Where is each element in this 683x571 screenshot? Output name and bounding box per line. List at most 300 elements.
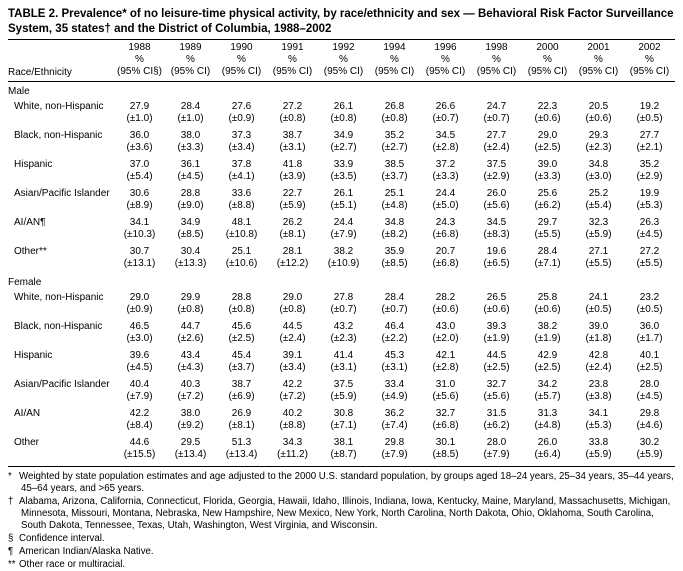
percent-value: 33.4 [384,379,405,391]
ci-value: (±7.1) [330,420,357,432]
ci-value: (±0.7) [483,113,510,125]
percent-value: 34.3 [282,437,303,449]
ci-value: (±15.5) [123,449,156,461]
percent-value: 36.0 [639,321,660,333]
data-cell [318,186,369,215]
ci-label: (95% CI) [425,66,466,78]
year-column-header [216,40,267,82]
percent-value: 38.7 [282,130,303,142]
data-cell [471,377,522,406]
ci-value: (±6.2) [534,200,561,212]
row-label: Hispanic [14,159,53,171]
percent-value: 28.4 [537,246,558,258]
percent-value: 45.3 [384,350,405,362]
percent-value: 37.2 [435,159,456,171]
ci-value: (±2.3) [330,333,357,345]
percent-value: 43.2 [333,321,354,333]
percent-value: 36.0 [129,130,150,142]
percent-value: 43.0 [435,321,456,333]
data-cell [420,290,471,319]
footnote-marker: † [8,496,14,508]
ci-value: (±3.8) [585,391,612,403]
ci-value: (±3.5) [330,171,357,183]
ci-value: (±2.2) [381,333,408,345]
percent-value: 39.0 [588,321,609,333]
percent-value: 33.8 [588,437,609,449]
data-cell [165,290,216,319]
ci-value: (±2.6) [177,333,204,345]
percent-value: 35.9 [384,246,405,258]
ci-value: (±0.9) [126,304,153,316]
ci-value: (±1.0) [126,113,153,125]
percent-label: % [594,54,603,66]
year-column-header [624,40,675,82]
table-row [8,99,675,128]
ci-value: (±6.8) [432,258,459,270]
ci-value: (±12.2) [276,258,309,270]
percent-value: 33.9 [333,159,354,171]
percent-value: 30.7 [129,246,150,258]
data-cell [267,319,318,348]
data-cell [369,244,420,273]
section-label: Male [8,86,30,98]
data-cell [216,215,267,244]
data-cell [216,377,267,406]
percent-value: 22.3 [537,101,558,113]
percent-value: 40.4 [129,379,150,391]
data-cell [420,128,471,157]
percent-value: 34.2 [537,379,558,391]
ci-value: (±10.8) [225,229,258,241]
data-cell [369,348,420,377]
data-cell [471,157,522,186]
percent-value: 28.8 [231,292,252,304]
data-cell [318,128,369,157]
data-cell [522,348,573,377]
percent-value: 32.7 [435,408,456,420]
data-cell [114,435,165,467]
footnote-marker: ** [8,559,16,571]
ci-value: (±4.3) [177,362,204,374]
data-cell [420,157,471,186]
table-row [8,186,675,215]
data-cell [573,435,624,467]
table-row [8,406,675,435]
year-label: 2002 [638,42,661,54]
data-cell [114,128,165,157]
year-label: 1988 [128,42,151,54]
percent-value: 26.6 [435,101,456,113]
percent-value: 23.2 [639,292,660,304]
data-cell [471,290,522,319]
percent-value: 39.1 [282,350,303,362]
data-cell [573,348,624,377]
ci-value: (±2.8) [432,142,459,154]
data-cell [471,348,522,377]
percent-value: 26.2 [282,217,303,229]
percent-value: 45.4 [231,350,252,362]
percent-value: 20.5 [588,101,609,113]
header-row [8,40,675,82]
data-cell [420,348,471,377]
data-cell [420,319,471,348]
percent-value: 29.0 [129,292,150,304]
data-cell [165,157,216,186]
percent-value: 46.4 [384,321,405,333]
data-cell [165,319,216,348]
ci-value: (±0.8) [177,304,204,316]
year-column-header [165,40,216,82]
data-cell [114,215,165,244]
percent-value: 19.9 [639,188,660,200]
data-cell [522,319,573,348]
ci-value: (±8.7) [330,449,357,461]
data-cell [573,186,624,215]
data-cell [165,215,216,244]
data-cell [420,244,471,273]
percent-value: 37.5 [486,159,507,171]
footnote-text: Confidence interval. [19,533,105,545]
ci-value: (±7.2) [279,391,306,403]
footnote-text: Other race or multiracial. [19,559,126,571]
percent-value: 32.3 [588,217,609,229]
ci-label: (95% CI) [323,66,364,78]
data-cell [624,290,675,319]
ci-value: (±10.3) [123,229,156,241]
percent-value: 31.5 [486,408,507,420]
ci-value: (±2.9) [483,171,510,183]
percent-value: 31.0 [435,379,456,391]
ci-value: (±2.7) [330,142,357,154]
percent-value: 29.0 [537,130,558,142]
data-cell [624,435,675,467]
data-cell [318,99,369,128]
ci-value: (±8.1) [279,229,306,241]
percent-value: 26.0 [537,437,558,449]
ci-label: (95% CI) [272,66,313,78]
ci-value: (±5.4) [126,171,153,183]
percent-value: 35.2 [384,130,405,142]
percent-value: 38.7 [231,379,252,391]
ci-value: (±13.3) [174,258,207,270]
ci-value: (±5.7) [534,391,561,403]
ci-value: (±7.9) [381,449,408,461]
prevalence-table [8,39,675,467]
percent-value: 29.3 [588,130,609,142]
data-cell [216,99,267,128]
ci-value: (±6.4) [534,449,561,461]
year-label: 2001 [587,42,610,54]
ci-value: (±3.7) [228,362,255,374]
data-cell [216,435,267,467]
percent-value: 34.1 [588,408,609,420]
data-cell [216,157,267,186]
percent-value: 26.0 [486,188,507,200]
data-cell [114,157,165,186]
data-cell [318,215,369,244]
ci-value: (±0.6) [585,113,612,125]
ci-label: (95% CI) [476,66,517,78]
ci-value: (±0.8) [381,113,408,125]
percent-value: 41.8 [282,159,303,171]
data-cell [114,244,165,273]
ci-value: (±1.9) [534,333,561,345]
data-cell [369,186,420,215]
percent-value: 29.5 [180,437,201,449]
ci-value: (±3.3) [432,171,459,183]
ci-value: (±5.9) [330,391,357,403]
ci-value: (±8.4) [126,420,153,432]
percent-value: 28.1 [282,246,303,258]
percent-value: 30.1 [435,437,456,449]
ci-value: (±1.8) [585,333,612,345]
footnote [8,546,675,558]
data-cell [522,157,573,186]
ci-value: (±8.9) [126,200,153,212]
ci-value: (±2.4) [279,333,306,345]
table-row [8,290,675,319]
percent-value: 33.6 [231,188,252,200]
data-cell [624,406,675,435]
percent-value: 25.1 [384,188,405,200]
year-column-header [369,40,420,82]
data-cell [267,157,318,186]
ci-value: (±13.4) [225,449,258,461]
ci-value: (±3.3) [534,171,561,183]
data-cell [420,99,471,128]
data-cell [267,406,318,435]
data-cell [165,244,216,273]
percent-value: 40.3 [180,379,201,391]
ci-value: (±4.8) [534,420,561,432]
percent-value: 27.6 [231,101,252,113]
percent-value: 30.4 [180,246,201,258]
percent-value: 34.1 [129,217,150,229]
ci-value: (±5.9) [585,449,612,461]
ci-value: (±5.9) [636,449,663,461]
percent-value: 24.1 [588,292,609,304]
footnote [8,471,675,495]
percent-value: 42.1 [435,350,456,362]
data-cell [522,186,573,215]
ci-value: (±5.9) [585,229,612,241]
ci-value: (±0.7) [381,304,408,316]
data-cell [522,290,573,319]
percent-value: 34.9 [333,130,354,142]
row-label: Black, non-Hispanic [14,321,103,333]
ci-value: (±8.5) [177,229,204,241]
footnote-text: American Indian/Alaska Native. [19,546,154,558]
percent-value: 26.1 [333,188,354,200]
percent-label: % [390,54,399,66]
data-cell [318,244,369,273]
section-row [8,82,675,100]
percent-value: 27.7 [639,130,660,142]
ci-value: (±4.5) [636,229,663,241]
table-row [8,435,675,467]
percent-value: 38.1 [333,437,354,449]
data-cell [624,186,675,215]
ci-value: (±5.6) [432,391,459,403]
year-column-header [318,40,369,82]
percent-value: 45.6 [231,321,252,333]
data-cell [471,128,522,157]
ci-value: (±6.5) [483,258,510,270]
year-label: 1998 [485,42,508,54]
data-cell [369,99,420,128]
data-cell [624,244,675,273]
data-cell [318,157,369,186]
year-column-header [471,40,522,82]
ci-value: (±0.8) [279,113,306,125]
percent-value: 40.2 [282,408,303,420]
data-cell [522,435,573,467]
year-label: 1990 [230,42,253,54]
data-cell [165,186,216,215]
percent-value: 38.0 [180,408,201,420]
race-ethnicity-header: Race/Ethnicity [8,40,114,82]
ci-value: (±8.2) [381,229,408,241]
percent-value: 41.4 [333,350,354,362]
row-label: Asian/Pacific Islander [14,188,110,200]
row-label: AI/AN¶ [14,217,46,229]
data-cell [114,319,165,348]
data-cell [624,215,675,244]
data-cell [471,406,522,435]
data-cell [114,406,165,435]
ci-value: (±6.9) [228,391,255,403]
table-row [8,348,675,377]
data-cell [573,215,624,244]
ci-value: (±5.0) [432,200,459,212]
ci-value: (±3.0) [585,171,612,183]
percent-label: % [288,54,297,66]
ci-value: (±4.5) [636,391,663,403]
ci-value: (±0.8) [330,113,357,125]
ci-value: (±5.6) [483,391,510,403]
year-label: 1989 [179,42,202,54]
ci-value: (±2.5) [534,362,561,374]
ci-value: (±2.4) [585,362,612,374]
year-label: 1991 [281,42,304,54]
ci-value: (±10.9) [327,258,360,270]
year-column-header [420,40,471,82]
year-column-header [573,40,624,82]
percent-label: % [543,54,552,66]
percent-value: 19.6 [486,246,507,258]
ci-value: (±2.5) [534,142,561,154]
data-cell [522,244,573,273]
ci-value: (±5.6) [483,200,510,212]
data-cell [267,244,318,273]
percent-value: 44.5 [282,321,303,333]
data-cell [573,290,624,319]
percent-value: 28.4 [384,292,405,304]
data-cell [114,290,165,319]
row-label: Asian/Pacific Islander [14,379,110,391]
ci-label: (95% CI) [578,66,619,78]
data-cell [624,319,675,348]
ci-value: (±5.5) [585,258,612,270]
ci-value: (±4.5) [177,171,204,183]
percent-value: 26.5 [486,292,507,304]
percent-value: 28.0 [486,437,507,449]
footnotes [8,471,675,571]
ci-value: (±8.8) [279,420,306,432]
data-cell [573,99,624,128]
data-cell [471,319,522,348]
year-label: 1994 [383,42,406,54]
percent-value: 22.7 [282,188,303,200]
data-cell [573,244,624,273]
percent-value: 27.2 [639,246,660,258]
data-cell [216,128,267,157]
data-cell [216,319,267,348]
percent-value: 39.0 [537,159,558,171]
ci-value: (±5.4) [585,200,612,212]
footnote [8,496,675,532]
data-cell [624,377,675,406]
percent-value: 39.3 [486,321,507,333]
percent-value: 27.1 [588,246,609,258]
percent-value: 37.3 [231,130,252,142]
percent-value: 23.8 [588,379,609,391]
data-cell [318,406,369,435]
percent-value: 48.1 [231,217,252,229]
ci-value: (±3.1) [381,362,408,374]
ci-value: (±7.9) [483,449,510,461]
data-cell [369,319,420,348]
data-cell [420,377,471,406]
percent-value: 24.4 [333,217,354,229]
data-cell [522,99,573,128]
ci-value: (±5.3) [636,200,663,212]
percent-value: 32.7 [486,379,507,391]
data-cell [573,319,624,348]
percent-value: 46.5 [129,321,150,333]
percent-value: 42.2 [129,408,150,420]
data-cell [267,215,318,244]
percent-value: 27.8 [333,292,354,304]
percent-label: % [441,54,450,66]
percent-value: 42.9 [537,350,558,362]
year-label: 2000 [536,42,559,54]
data-cell [267,99,318,128]
ci-label: (95% CI) [629,66,670,78]
ci-label: (95% CI) [374,66,415,78]
table-row [8,319,675,348]
data-cell [267,435,318,467]
data-cell [471,244,522,273]
ci-value: (±4.8) [381,200,408,212]
data-cell [267,186,318,215]
ci-value: (±0.5) [636,304,663,316]
data-cell [522,128,573,157]
percent-value: 29.8 [639,408,660,420]
percent-value: 29.0 [282,292,303,304]
row-label: AI/AN [14,408,41,420]
ci-value: (±3.4) [228,142,255,154]
data-cell [573,128,624,157]
ci-value: (±5.5) [534,229,561,241]
ci-value: (±9.2) [177,420,204,432]
percent-label: % [237,54,246,66]
percent-value: 35.2 [639,159,660,171]
ci-value: (±0.5) [585,304,612,316]
ci-value: (±1.0) [177,113,204,125]
data-cell [369,435,420,467]
ci-value: (±7.9) [126,391,153,403]
